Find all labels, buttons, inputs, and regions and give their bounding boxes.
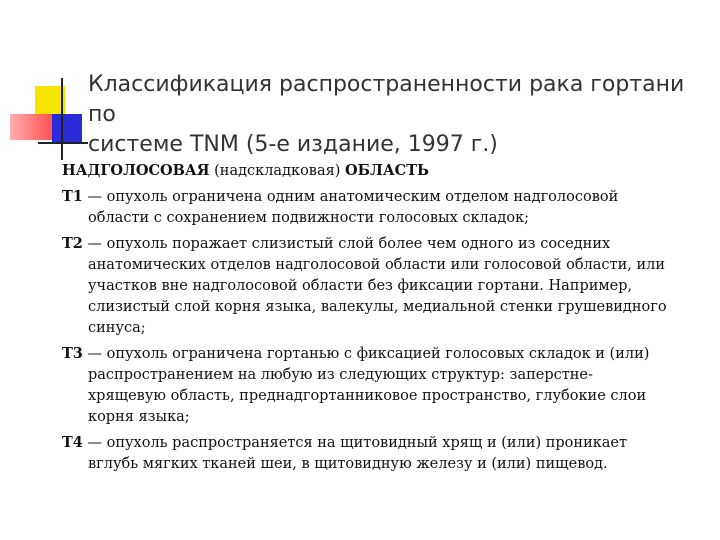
title-line-1: Классификация распространенности рака гортани по bbox=[88, 72, 685, 127]
item-line: распространением на любую из следующих структур: заперстне- bbox=[88, 367, 593, 383]
item-line: вглубь мягких тканей шеи, в щитовидную железу и (или) пищевод. bbox=[88, 456, 608, 472]
slide-title bbox=[88, 70, 708, 160]
list-item-t1 bbox=[62, 186, 682, 229]
decor-blue-square bbox=[52, 114, 82, 142]
decor-horizontal-line bbox=[38, 142, 88, 144]
item-text: — опухоль поражает слизистый слой более чем одного из соседних bbox=[82, 236, 611, 252]
item-line: слизистый слой корня языка, валекулы, медиальной стенки грушевидного bbox=[88, 299, 667, 315]
item-line: анатомических отделов надголосовой области или голосовой области, или bbox=[88, 257, 665, 273]
item-line: хрящевую область, преднадгортанниковое пространство, глубокие слои bbox=[88, 388, 647, 404]
section-heading bbox=[62, 160, 682, 182]
heading-bold-part: НАДГОЛОСОВАЯ bbox=[62, 162, 210, 179]
item-code: T1 bbox=[62, 188, 83, 205]
item-code: T4 bbox=[62, 434, 83, 451]
slide-body bbox=[62, 160, 682, 479]
decor-red-fade bbox=[10, 114, 54, 140]
title-line-2: системе TNM (5-е издание, 1997 г.) bbox=[88, 132, 498, 157]
item-text: — опухоль распространяется на щитовидный хрящ и (или) проникает bbox=[82, 435, 628, 451]
item-line: корня языка; bbox=[88, 409, 190, 425]
decor-vertical-line bbox=[61, 78, 63, 160]
item-line: области с сохранением подвижности голосовых складок; bbox=[88, 210, 530, 226]
heading-bold-part-2: ОБЛАСТЬ bbox=[345, 162, 429, 179]
item-line: участков вне надголосовой области без фиксации гортани. Например, bbox=[88, 278, 633, 294]
item-code: T2 bbox=[62, 235, 83, 252]
heading-middle-part: (надскладковая) bbox=[209, 163, 346, 179]
item-first-line bbox=[62, 432, 682, 454]
item-first-line bbox=[62, 233, 682, 255]
list-item-t3 bbox=[62, 343, 682, 428]
item-text: — опухоль ограничена одним анатомическим отделом надголосовой bbox=[82, 189, 619, 205]
list-item-t4 bbox=[62, 432, 682, 475]
item-first-line bbox=[62, 186, 682, 208]
item-first-line bbox=[62, 343, 682, 365]
item-code: T3 bbox=[62, 345, 83, 362]
item-text: — опухоль ограничена гортанью с фиксацией голосовых складок и (или) bbox=[82, 346, 650, 362]
list-item-t2 bbox=[62, 233, 682, 339]
item-line: синуса; bbox=[88, 320, 146, 336]
